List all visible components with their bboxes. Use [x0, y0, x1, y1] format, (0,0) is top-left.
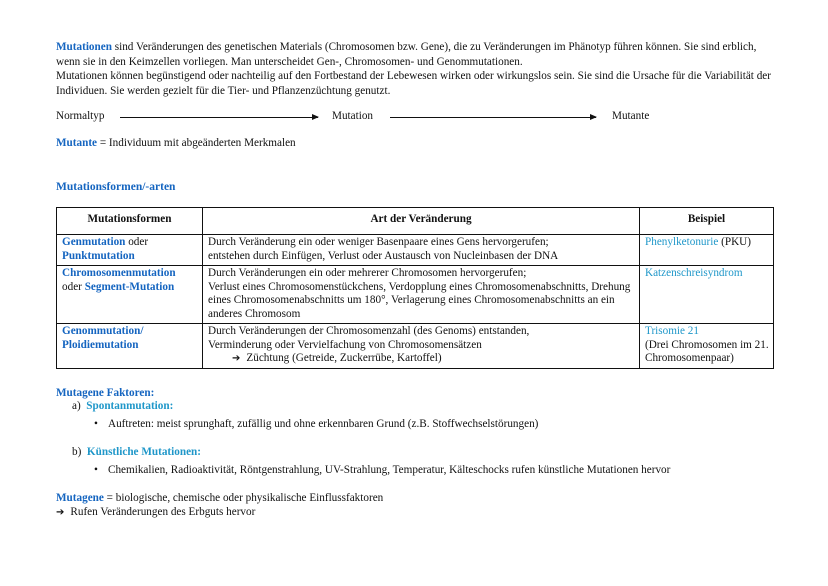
term-mutante: Mutante [56, 137, 98, 149]
flow-mutation: Mutation [332, 110, 374, 122]
mutation-flow [56, 110, 776, 126]
header-forms: Mutationsformen [57, 207, 203, 235]
bullet-spontan: • Auftreten: meist sprunghaft, zufällig und ohne erkennbaren Grund (z.B. Stoffwechselstörungen) [56, 417, 776, 432]
flow-normaltyp: Normaltyp [56, 110, 105, 122]
flow-arrow-1 [120, 117, 318, 118]
flow-mutante: Mutante [612, 110, 650, 122]
flow-arrow-2 [390, 117, 596, 118]
table-row: Chromosomenmutation oder Segment-Mutation Durch Veränderungen ein oder mehrerer Chromosomen hervorgerufen; Verlust eines Chromosomenstückchens, Verdopplung eines Chromosomenabschnitts, Drehung eines Chromosomenabschnitts um 180°, Verlagerung eines Chromosomenabschnitts an ein anderes Chromosom Katzenschreisyndrom [57, 266, 774, 324]
document-page [56, 40, 776, 521]
intro-line1: sind Veränderungen des genetischen Materials (Chromosomen bzw. Gene), die zu Veränderungen im Phänotyp führen können. Sie sind erblich, wenn sie in den Keimzellen vorliegen. Man unterscheidet Gen-, Chromosomen- und Genommutationen. [56, 41, 757, 68]
section-title: Mutationsformen/-arten [56, 180, 176, 193]
mutagene-faktoren-title: Mutagene Faktoren: [56, 386, 155, 399]
mutagene-definition: Mutagene = biologische, chemische oder physikalische Einflussfaktoren [56, 491, 384, 504]
header-change: Art der Veränderung [203, 207, 640, 235]
table-row: Genommutation/ Ploidiemutation Durch Veränderungen der Chromosomenzahl (des Genoms) entstanden, Verminderung oder Vervielfachung von Chromosomensätzen ➔ Züchtung (Getreide, Zuckerrübe, Kartoffel) Trisomie 21 (Drei Chromosomen im 21. Chromosomenpaar) [57, 324, 774, 369]
table-row: Genmutation oder Punktmutation Durch Veränderung ein oder weniger Basenpaare eines Gens hervorgerufen; entstehen durch Einfügen, Verlust oder Austausch von Nucleinbasen der DNA Phenylketonurie (PKU) [57, 235, 774, 266]
item-b: b) Künstliche Mutationen: [72, 445, 201, 458]
header-example: Beispiel [640, 207, 774, 235]
intro-line2: Mutationen können begünstigend oder nachteilig auf den Fortbestand der Lebewesen wirken oder wirkungslos sein. Sie sind die Ursache für die Variabilität der Individuen. Sie werden gezielt für die Tier- und Pflanzenzüchtung genutzt. [56, 70, 771, 97]
item-a: a) Spontanmutation: [72, 399, 174, 412]
table-header-row [57, 207, 774, 235]
term-mutagene: Mutagene [56, 491, 104, 504]
intro-paragraph [56, 40, 776, 98]
arrow-sub-item: ➔ Züchtung (Getreide, Zuckerrübe, Kartoffel) [208, 352, 635, 366]
mutagene-sub: ➔ Rufen Veränderungen des Erbguts hervor [56, 505, 776, 521]
mutante-definition: Mutante = Individuum mit abgeänderten Merkmalen [56, 137, 296, 149]
term-mutationen: Mutationen [56, 41, 112, 53]
mutation-forms-table [56, 207, 774, 369]
bullet-kuenstlich: • Chemikalien, Radioaktivität, Röntgenstrahlung, UV-Strahlung, Temperatur, Kälteschocks rufen künstliche Mutationen hervor [56, 463, 776, 478]
